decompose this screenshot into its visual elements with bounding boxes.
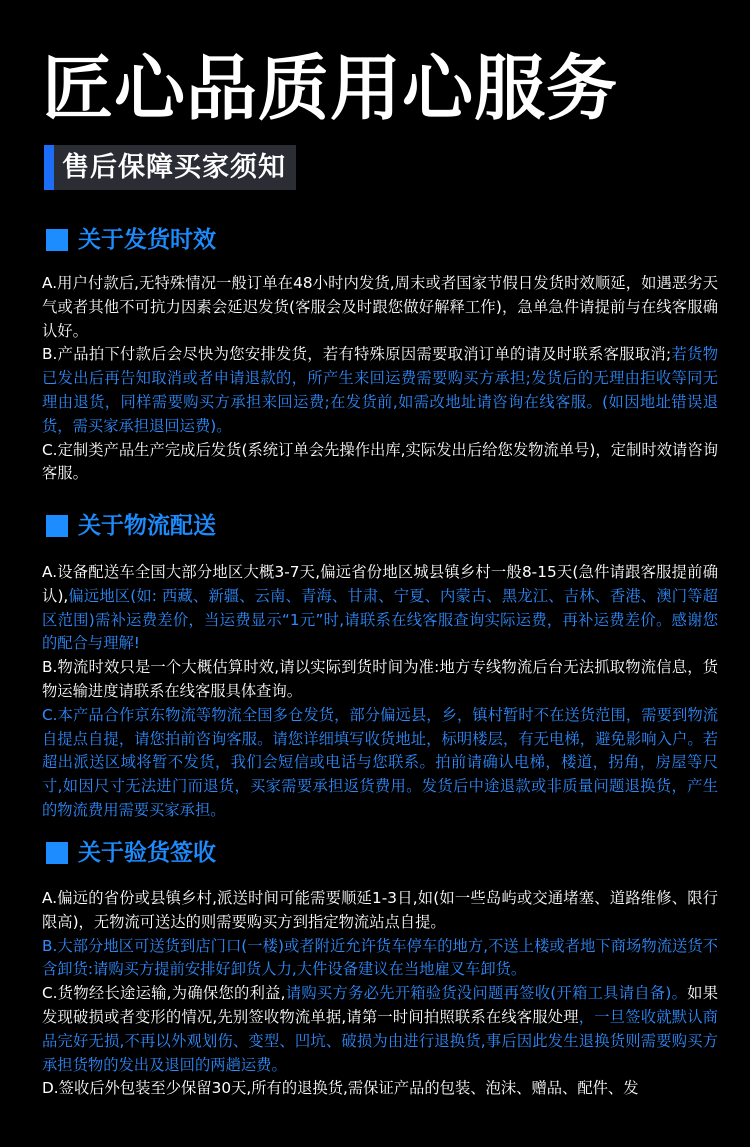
paragraph-c: C.定制类产品生产完成后发货(系统订单会先操作出库,实际发出后给您发物流单号)，定制时效请咨询客服。	[42, 440, 718, 483]
section-body-shipping-time	[42, 272, 718, 486]
section-heading-shipping-time	[46, 225, 216, 255]
section-heading-text: 关于物流配送	[78, 513, 216, 539]
square-bullet-icon	[46, 229, 68, 251]
section-heading-text: 关于验货签收	[78, 840, 216, 866]
section-heading-logistics	[46, 511, 216, 541]
subtitle-accent-bar	[44, 145, 54, 190]
paragraph-a: A.设备配送车全国大部分地区大概3-7天,偏远省份地区城县镇乡村一般8-15天(急件请跟客服提前确认),偏远地区(如: 西藏、新疆、云南、青海、甘肃、宁夏、内蒙古、黑龙江、吉林、香港、澳门等超区范围)需补运费差价，当运费显示“1元”时,请联系在线客服查询实际运费，再补运费差价。感谢您的配合与理解!	[42, 563, 718, 653]
section-body-logistics	[42, 561, 718, 823]
square-bullet-icon	[46, 842, 68, 864]
section-heading-inspection	[46, 838, 216, 868]
paragraph-a: A.用户付款后,无特殊情况一般订单在48小时内发货,周末或者国家节假日发货时效顺延，如遇恶劣天气或者其他不可抗力因素会延迟发货(客服会及时跟您做好解释工作)，急单急件请提前与在线客服确认好。	[42, 274, 718, 340]
section-body-inspection	[42, 887, 718, 1101]
paragraph-b: B.物流时效只是一个大概估算时效,请以实际到货时间为准:地方专线物流后台无法抓取物流信息，货物运输进度请联系在线客服具体查询。	[42, 658, 718, 700]
subtitle-label: 售后保障买家须知	[54, 145, 296, 190]
paragraph-c: C.本产品合作京东物流等物流全国多仓发货，部分偏远县，乡，镇村暂时不在送货范围，需要到物流自提点自提，请您拍前咨询客服。请您详细填写收货地址，标明楼层，有无电梯，避免影响入户。若超出派送区域将暂不发货，我们会短信或电话与您联系。拍前请确认电梯，楼道，拐角，房屋等尺寸,如因尺寸无法进门而退货，买家需要承担返货费用。发货后中途退款或非质量问题退换货，产生的物流费用需要买家承担。	[42, 705, 718, 819]
square-bullet-icon	[46, 515, 68, 537]
page-title: 匠心品质用心服务	[42, 47, 619, 130]
paragraph-c: C.货物经长途运输,为确保您的利益,请购买方务必先开箱验货没问题再签收(开箱工具请自备)。如果发现破损或者变形的情况,先别签收物流单据,请第一时间拍照联系在线客服处理，一旦签收就默认商品完好无损,不再以外观划伤、变型、凹坑、破损为由进行退换货,事后因此发生退换货则需要购买方承担货物的发出及退回的两趟运费。	[42, 984, 718, 1074]
paragraph-d: D.签收后外包装至少保留30天,所有的退换货,需保证产品的包装、泡沫、赠品、配件、发	[42, 1079, 639, 1098]
paragraph-b: B.产品拍下付款后会尽快为您安排发货，若有特殊原因需要取消订单的请及时联系客服取消;若货物已发出后再告知取消或者申请退款的，所产生来回运费需要购买方承担;发货后的无理由拒收等同无理由退货，同样需要购买方承担来回运费;在发货前,如需改地址请咨询在线客服。(如因地址错误退货，需买家承担退回运费)。	[42, 345, 718, 435]
paragraph-a: A.偏远的省份或县镇乡村,派送时间可能需要顺延1-3日,如(如一些岛屿或交通堵塞、道路维修、限行限高)，无物流可送达的则需要购买方到指定物流站点自提。	[42, 889, 718, 931]
subtitle-banner	[44, 145, 296, 190]
section-heading-text: 关于发货时效	[78, 227, 216, 253]
paragraph-b: B.大部分地区可送货到店门口(一楼)或者附近允许货车停车的地方,不送上楼或者地下商场物流送货不含卸货:请购买方提前安排好卸货人力,大件设备建议在当地雇叉车卸货。	[42, 936, 718, 979]
